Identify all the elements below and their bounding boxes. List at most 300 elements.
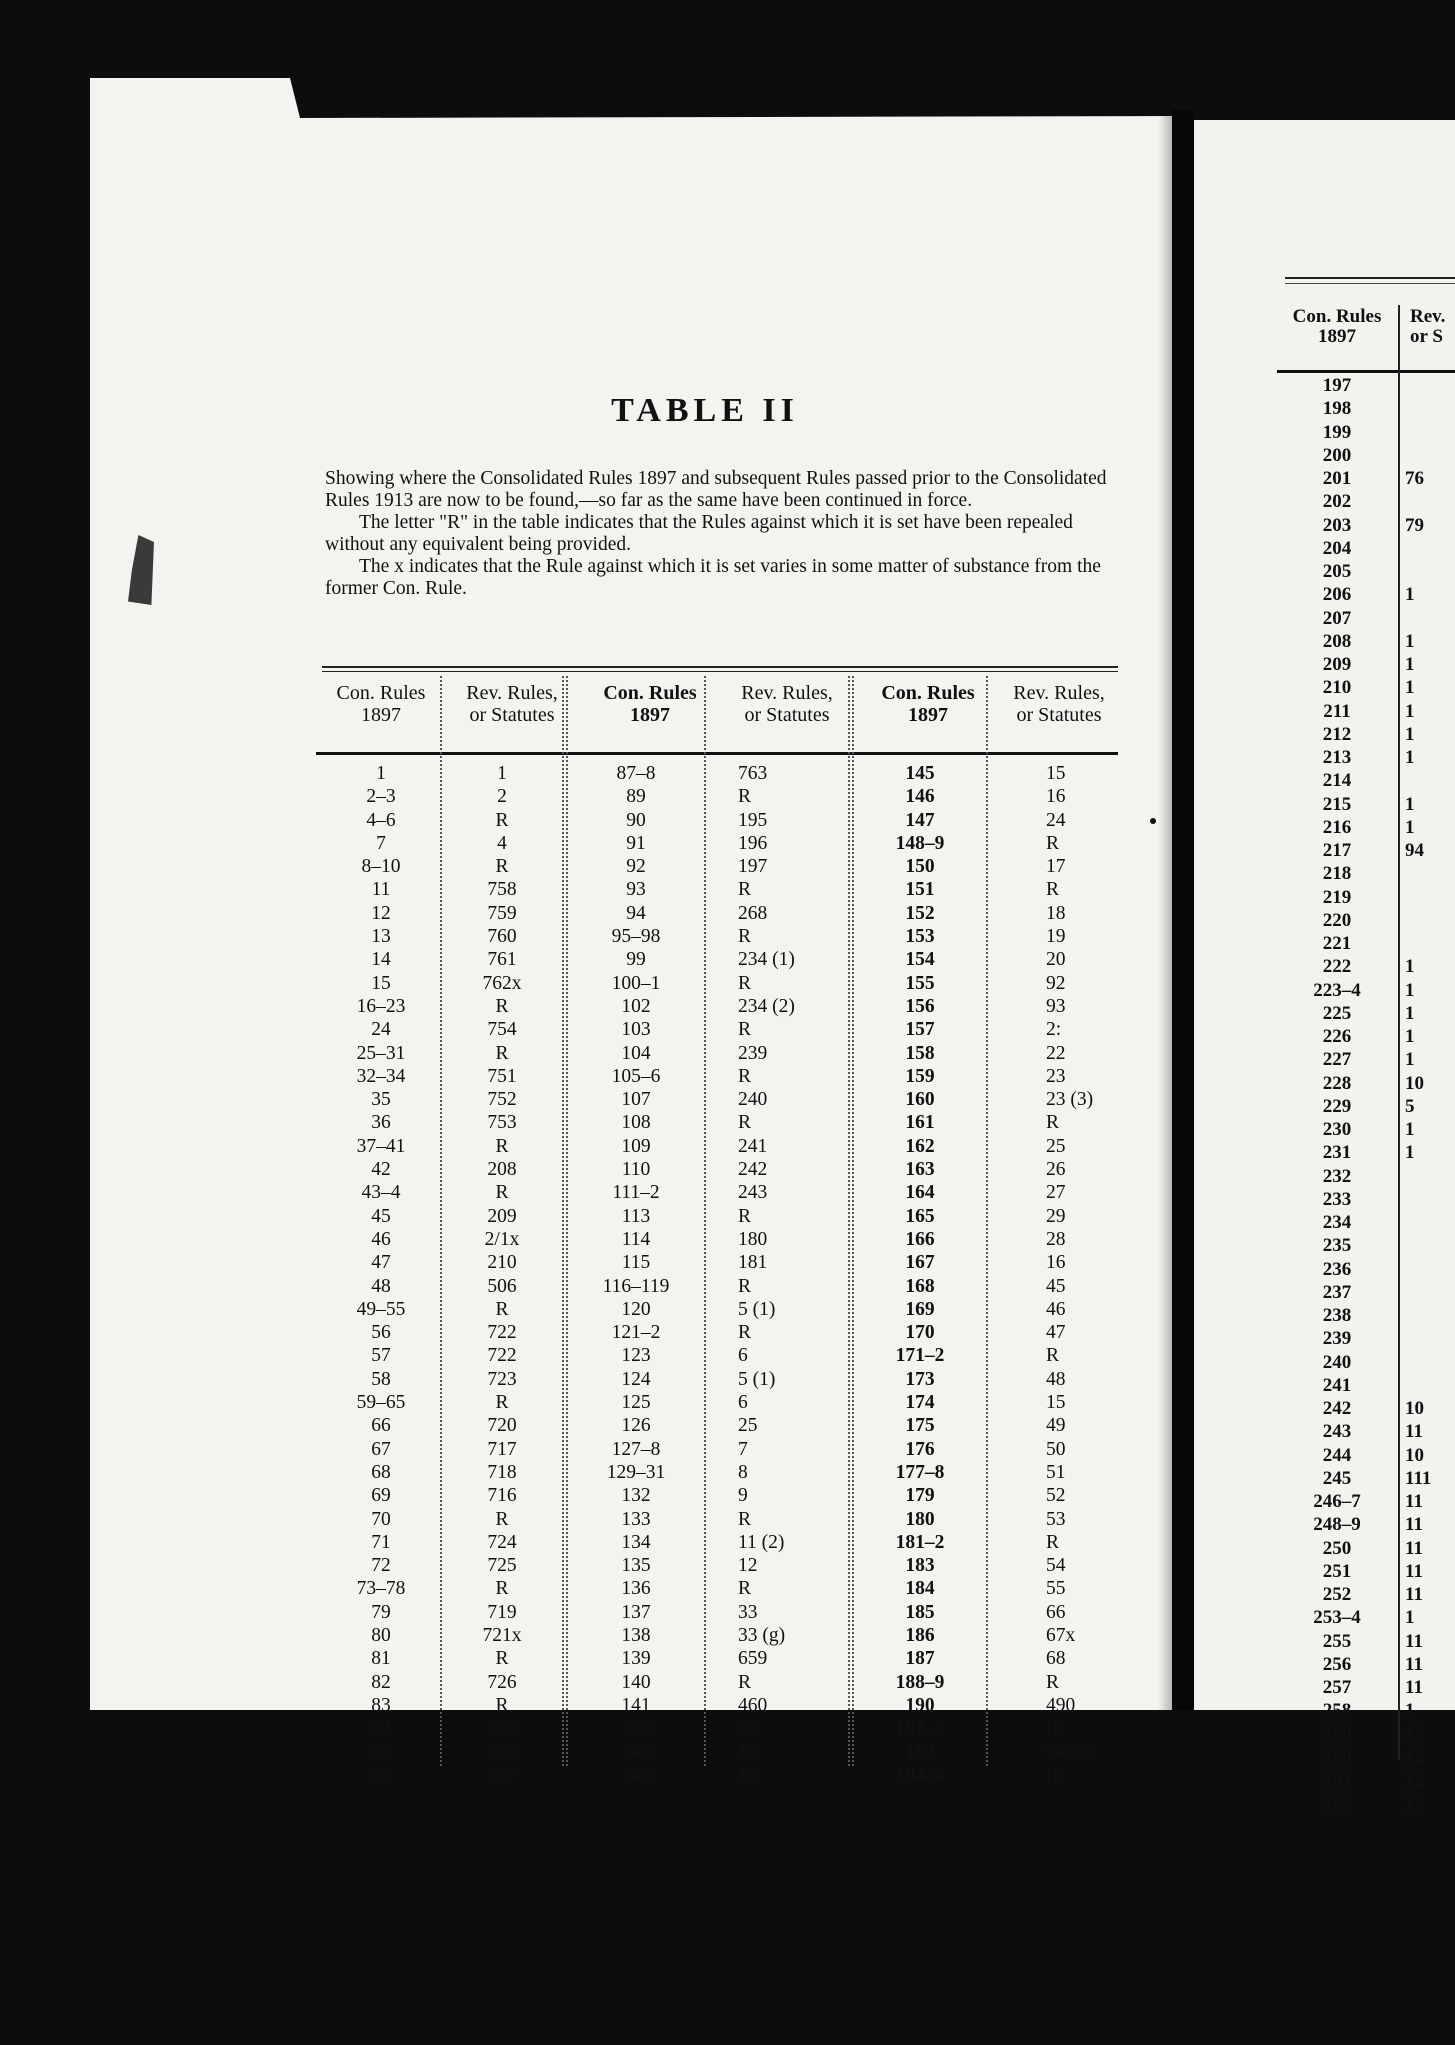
- column-con-rules-1: [322, 762, 440, 1787]
- table-cell-con: 99: [626, 949, 646, 971]
- table-cell-con: 228: [1322, 1072, 1352, 1094]
- table-cell-con: 176: [905, 1438, 935, 1460]
- page-title: TABLE II: [611, 392, 799, 429]
- table-cell-rev: 29: [1046, 1205, 1066, 1227]
- table-cell-rev: 67x: [1046, 1624, 1076, 1646]
- table-cell-con: 201: [1322, 468, 1352, 489]
- header-text: 1897: [908, 704, 948, 726]
- table-cell-con: 233: [1322, 1188, 1352, 1210]
- table-cell-con: 154: [905, 949, 935, 971]
- table-cell-rev: 13: [738, 1741, 758, 1763]
- table-cell-con: 114: [621, 1228, 651, 1250]
- table-cell-rev: 68: [1046, 1648, 1066, 1670]
- table-cell-con: 143: [621, 1741, 651, 1763]
- table-cell-con: 173: [905, 1368, 935, 1390]
- table-cell-rev: 11: [1405, 1677, 1423, 1698]
- table-cell-rev: 242: [738, 1159, 768, 1181]
- right-header-rev-rules: [1410, 307, 1455, 347]
- table-cell-con: 190: [905, 1694, 935, 1716]
- table-cell-con: 235: [1322, 1235, 1352, 1257]
- table-cell-rev: 10: [1405, 1072, 1424, 1094]
- table-cell-rev: 240: [738, 1089, 768, 1111]
- table-cell-con: 116–119: [602, 1275, 670, 1297]
- column-con-rules-3: [854, 762, 986, 1787]
- header-con-rules-1: [322, 682, 440, 726]
- header-text: Con. Rules: [603, 682, 697, 704]
- table-cell-rev: 243: [738, 1182, 768, 1204]
- table-cell-con: 225: [1322, 1002, 1352, 1024]
- table-cell-rev: 25: [1046, 1135, 1066, 1157]
- table-cell-con: 204: [1322, 537, 1352, 559]
- table-cell-con: 13: [371, 926, 391, 948]
- table-cell-con: 58: [371, 1368, 391, 1390]
- column-con-rules-2: [568, 762, 704, 1787]
- table-cell-rev: 11: [1405, 1584, 1423, 1605]
- table-cell-con: 166: [905, 1228, 935, 1250]
- right-header-con-rules: [1280, 307, 1394, 347]
- table-cell-rev: 11: [1405, 1653, 1423, 1675]
- table-cell-rev: 11: [1405, 1491, 1423, 1512]
- table-cell-con: 217: [1322, 840, 1352, 861]
- table-cell-rev: 1: [1405, 1002, 1415, 1024]
- table-cell-con: 246–7: [1313, 1491, 1361, 1512]
- table-cell-rev: R: [738, 1578, 752, 1600]
- table-cell-rev: 1: [1405, 1607, 1415, 1629]
- table-cell-rev: 12: [1405, 1746, 1424, 1768]
- header-con-rules-2: [584, 682, 716, 726]
- table-cell-con: 200: [1322, 444, 1352, 466]
- table-cell-rev: 1: [1405, 630, 1415, 652]
- table-cell-con: 109: [621, 1135, 651, 1157]
- table-cell-con: 238: [1322, 1305, 1352, 1326]
- table-cell-con: 214: [1322, 770, 1352, 792]
- table-cell-rev: 1: [1405, 700, 1415, 722]
- table-cell-rev: R: [1046, 1671, 1060, 1693]
- table-cell-con: 113: [621, 1205, 651, 1227]
- table-cell-rev: [1405, 1304, 1455, 1327]
- table-cell-con: 32–34: [356, 1065, 406, 1087]
- table-cell-rev: 12: [1405, 1723, 1424, 1745]
- table-cell-rev: R: [738, 1275, 752, 1297]
- table-cell-con: 237: [1322, 1281, 1352, 1303]
- intro-paragraph-2: The letter "R" in the table indicates that the Rules against which it is set have been repealed without any equivalent being provided.: [325, 512, 1073, 555]
- table-cell-con: 222: [1322, 956, 1352, 978]
- table-cell-con: 16–23: [356, 995, 406, 1017]
- table-cell-con: 260: [1322, 1746, 1352, 1768]
- table-cell-con: 92: [626, 856, 646, 878]
- table-cell-con: 209: [1322, 654, 1352, 675]
- table-cell-con: 175: [905, 1415, 935, 1437]
- table-cell-con: 59–65: [356, 1392, 406, 1414]
- table-cell-rev: [1405, 1234, 1455, 1257]
- table-cell-rev: 11: [1405, 1630, 1423, 1652]
- table-cell-con: 70: [371, 1508, 391, 1530]
- table-cell-rev: 724: [487, 1531, 517, 1553]
- table-cell-con: 157: [905, 1019, 935, 1041]
- table-cell-rev: [1405, 1165, 1455, 1188]
- table-cell-rev: 6: [738, 1392, 748, 1414]
- table-cell-rev: 721x: [482, 1624, 522, 1646]
- table-cell-rev: R: [738, 972, 752, 994]
- header-text: or Statutes: [1016, 704, 1102, 726]
- column-rev-rules-3: [1046, 762, 1118, 1787]
- table-cell-con: 2–3: [366, 786, 396, 808]
- table-cell-rev: 8: [738, 1461, 748, 1483]
- table-cell-con: 179: [905, 1485, 935, 1507]
- table-cell-con: 57: [371, 1345, 391, 1367]
- table-cell-rev: 1: [1405, 816, 1415, 838]
- table-cell-con: 185: [905, 1601, 935, 1623]
- table-cell-rev: 1: [1405, 1142, 1415, 1164]
- header-rev-rules-2: [718, 682, 856, 726]
- table-cell-con: 248–9: [1313, 1514, 1361, 1536]
- table-cell-con: 210: [1322, 677, 1352, 699]
- table-cell-con: 129–31: [606, 1461, 666, 1483]
- table-cell-con: 104: [621, 1042, 651, 1064]
- table-cell-con: 49–55: [356, 1298, 406, 1320]
- table-cell-con: 82: [371, 1671, 391, 1693]
- table-cell-con: 11: [371, 879, 391, 901]
- table-cell-con: 242: [1322, 1398, 1352, 1419]
- table-cell-rev: 11: [1405, 1514, 1423, 1536]
- table-cell-rev: 27: [1046, 1182, 1066, 1204]
- table-cell-rev: R: [738, 879, 752, 901]
- table-cell-rev: 94: [1405, 840, 1424, 861]
- table-cell-con: 87–8: [616, 763, 656, 784]
- table-cell-rev: 1: [1405, 677, 1415, 699]
- header-text: Con. Rules: [336, 682, 426, 704]
- table-cell-rev: 24: [1046, 809, 1066, 831]
- table-cell-rev: 234 (2): [738, 995, 795, 1017]
- table-cell-con: 239: [1322, 1328, 1352, 1350]
- table-cell-con: 180: [905, 1508, 935, 1530]
- table-cell-con: 133: [621, 1508, 651, 1530]
- table-cell-rev: 1: [1405, 584, 1415, 606]
- table-cell-rev: 1: [1405, 1026, 1415, 1047]
- table-cell-rev: R: [1046, 1718, 1060, 1740]
- table-cell-con: 219: [1322, 886, 1352, 908]
- table-cell-con: 48: [371, 1275, 391, 1297]
- table-cell-rev: R: [495, 1135, 509, 1157]
- table-cell-con: 193: [905, 1741, 935, 1763]
- table-cell-rev: 1: [1405, 956, 1415, 978]
- table-cell-con: 197: [1322, 375, 1352, 396]
- table-cell-con: 14: [371, 949, 391, 971]
- table-cell-rev: 2:: [1046, 1019, 1062, 1041]
- table-cell-con: 68: [371, 1461, 391, 1483]
- table-cell-rev: 11 (2): [738, 1531, 785, 1553]
- table-cell-con: 188–9: [895, 1671, 945, 1693]
- table-cell-rev: 5: [1405, 1095, 1415, 1117]
- table-cell-con: 1: [376, 763, 386, 784]
- table-cell-rev: 722: [487, 1345, 517, 1367]
- table-cell-con: 43–4: [361, 1182, 401, 1204]
- table-cell-con: 230: [1322, 1119, 1352, 1140]
- table-cell-con: 110: [621, 1159, 651, 1181]
- table-cell-rev: 197: [738, 856, 768, 878]
- table-cell-con: 91: [626, 832, 646, 854]
- table-cell-rev: 17: [1046, 856, 1066, 878]
- table-cell-con: 163: [905, 1159, 935, 1181]
- table-cell-con: 236: [1322, 1258, 1352, 1280]
- table-cell-con: 95–98: [611, 926, 661, 948]
- table-cell-con: 85: [371, 1741, 391, 1763]
- column-divider: [562, 676, 564, 1766]
- table-cell-rev: 506: [487, 1275, 517, 1297]
- table-cell-rev: R: [738, 1322, 752, 1344]
- table-cell-con: 93: [626, 879, 646, 901]
- table-cell-rev: 2/1x: [484, 1228, 520, 1250]
- table-cell-rev: [1405, 1188, 1455, 1211]
- table-cell-rev: [1405, 490, 1455, 513]
- header-text: or Statutes: [469, 704, 555, 726]
- table-cell-rev: 45: [1046, 1275, 1066, 1297]
- table-cell-con: 69: [371, 1485, 391, 1507]
- table-cell-con: 191–2: [895, 1718, 945, 1740]
- intro-text: [325, 468, 1115, 600]
- table-cell-con: 153: [905, 926, 935, 948]
- header-text: Rev.: [1410, 306, 1446, 327]
- table-cell-rev: R: [1046, 879, 1060, 901]
- header-text: Rev. Rules,: [741, 682, 833, 704]
- page-gap: [1172, 110, 1194, 1710]
- table-cell-rev: [1405, 397, 1455, 420]
- table-cell-con: 216: [1322, 816, 1352, 838]
- right-header-underline: [1277, 370, 1455, 373]
- table-cell-rev: 234 (1): [738, 949, 795, 971]
- table-cell-rev: 490: [1046, 1694, 1076, 1716]
- table-cell-rev: 12: [1405, 1793, 1424, 1815]
- table-cell-con: 161: [905, 1112, 935, 1134]
- header-text: 1897: [361, 704, 401, 726]
- table-cell-con: 177–8: [895, 1461, 945, 1483]
- table-cell-rev: 718: [487, 1461, 517, 1483]
- table-cell-rev: R: [495, 995, 509, 1017]
- table-cell-con: 226: [1322, 1026, 1352, 1047]
- table-cell-con: 123: [621, 1345, 651, 1367]
- table-cell-con: 94: [626, 902, 646, 924]
- table-cell-con: 127–8: [611, 1438, 661, 1460]
- table-cell-rev: R: [738, 1019, 752, 1041]
- table-cell-con: 148–9: [895, 832, 945, 854]
- column-divider: [848, 676, 850, 1766]
- table-cell-rev: 93: [1046, 995, 1066, 1017]
- table-cell-rev: [1405, 607, 1455, 630]
- header-text: Con. Rules: [881, 682, 975, 704]
- table-cell-rev: 28: [1046, 1228, 1066, 1250]
- table-cell-rev: 753: [487, 1112, 517, 1134]
- table-cell-rev: 180: [738, 1228, 768, 1250]
- right-table-top-rule-thin: [1285, 283, 1455, 284]
- table-cell-rev: 53: [1046, 1508, 1066, 1530]
- table-cell-con: 79: [371, 1601, 391, 1623]
- table-cell-con: 208: [1322, 630, 1352, 652]
- table-cell-rev: R: [738, 1205, 752, 1227]
- table-cell-rev: 10: [1405, 1444, 1424, 1466]
- table-cell-rev: 4: [497, 832, 507, 854]
- table-cell-con: 221: [1322, 933, 1352, 954]
- table-cell-rev: 5 (1): [738, 1298, 776, 1320]
- table-cell-con: 183: [905, 1555, 935, 1577]
- header-text: Rev. Rules,: [466, 682, 558, 704]
- header-rev-rules-1: [442, 682, 582, 726]
- table-cell-rev: R: [1046, 1531, 1060, 1553]
- table-cell-con: 126: [621, 1415, 651, 1437]
- table-cell-rev: 239: [738, 1042, 768, 1064]
- table-cell-con: 151: [905, 879, 935, 901]
- table-cell-con: 229: [1322, 1095, 1352, 1117]
- header-rev-rules-3: [1000, 682, 1118, 726]
- table-cell-rev: 1: [1405, 1119, 1415, 1140]
- table-cell-con: 162: [905, 1135, 935, 1157]
- table-cell-rev: 268: [738, 902, 768, 924]
- table-cell-con: 244: [1322, 1444, 1352, 1466]
- table-cell-con: 215: [1322, 793, 1352, 815]
- table-cell-con: 158: [905, 1042, 935, 1064]
- table-cell-con: 4–6: [366, 809, 396, 831]
- table-cell-con: 107: [621, 1089, 651, 1111]
- header-text: or Statutes: [744, 704, 830, 726]
- header-text: Con. Rules: [1292, 306, 1382, 327]
- table-cell-con: 108: [621, 1112, 651, 1134]
- table-cell-rev: 725: [487, 1555, 517, 1577]
- table-cell-rev: [1405, 1374, 1455, 1397]
- table-cell-rev: 79: [1405, 514, 1424, 536]
- table-cell-rev: 756: [487, 1741, 517, 1763]
- table-cell-con: 24: [371, 1019, 391, 1041]
- intro-paragraph-3: The x indicates that the Rule against which it is set varies in some matter of substance from the former Con. Rule.: [325, 556, 1101, 599]
- header-text: 1897: [1318, 326, 1356, 347]
- table-cell-rev: [1405, 1211, 1455, 1234]
- table-cell-con: 156: [905, 995, 935, 1017]
- table-cell-con: 135: [621, 1555, 651, 1577]
- table-cell-con: 187: [905, 1648, 935, 1670]
- table-cell-con: 253–4: [1313, 1607, 1361, 1629]
- header-text: or S: [1410, 326, 1443, 347]
- table-cell-rev: R: [1046, 832, 1060, 854]
- table-cell-con: 205: [1322, 561, 1352, 582]
- table-cell-rev: 726: [487, 1671, 517, 1693]
- table-cell-rev: 722: [487, 1322, 517, 1344]
- table-cell-con: 202: [1322, 491, 1352, 513]
- table-cell-con: 155: [905, 972, 935, 994]
- table-cell-con: 234: [1322, 1212, 1352, 1233]
- table-cell-con: 25–31: [356, 1042, 406, 1064]
- table-cell-rev: R: [738, 926, 752, 948]
- table-cell-rev: 48: [1046, 1368, 1066, 1390]
- table-cell-con: 138: [621, 1624, 651, 1646]
- table-cell-con: 15: [371, 972, 391, 994]
- table-cell-con: 12: [371, 902, 391, 924]
- table-cell-rev: 11: [1405, 1421, 1423, 1443]
- table-cell-rev: 47: [1046, 1322, 1066, 1344]
- table-cell-rev: R: [1046, 1764, 1060, 1786]
- table-cell-rev: 1: [1405, 654, 1415, 675]
- table-cell-rev: R: [495, 1648, 509, 1670]
- table-cell-con: 47: [371, 1252, 391, 1274]
- table-cell-rev: [1405, 444, 1455, 467]
- table-cell-rev: R: [1046, 1112, 1060, 1134]
- table-cell-rev: 20: [1046, 949, 1066, 971]
- table-cell-con: 231: [1322, 1142, 1352, 1164]
- table-cell-con: 67: [371, 1438, 391, 1460]
- table-cell-con: 206: [1322, 584, 1352, 606]
- table-cell-con: 147: [905, 809, 935, 831]
- table-cell-con: 262: [1322, 1793, 1352, 1815]
- table-cell-con: 184: [905, 1578, 935, 1600]
- table-cell-con: 141: [621, 1694, 651, 1716]
- table-cell-rev: 7: [738, 1438, 748, 1460]
- table-cell-rev: [1405, 1351, 1455, 1374]
- header-text: Rev. Rules,: [1013, 682, 1105, 704]
- table-cell-rev: 52: [1046, 1485, 1066, 1507]
- table-cell-rev: 1: [1405, 723, 1415, 745]
- table-cell-con: 7: [376, 832, 386, 854]
- table-cell-rev: 762x: [482, 972, 522, 994]
- table-cell-rev: 5 (1): [738, 1368, 776, 1390]
- table-cell-con: 255: [1322, 1630, 1352, 1652]
- table-cell-con: 160: [905, 1089, 935, 1111]
- table-cell-con: 72: [371, 1555, 391, 1577]
- table-cell-rev: 51: [1046, 1461, 1066, 1483]
- table-cell-rev: 111: [1405, 1467, 1432, 1489]
- table-cell-con: 89: [626, 786, 646, 808]
- column-rev-rules-1: [442, 762, 562, 1787]
- table-cell-rev: R: [495, 1392, 509, 1414]
- table-cell-rev: 16: [1046, 786, 1066, 808]
- table-cell-rev: 19: [1046, 926, 1066, 948]
- table-cell-con: 213: [1322, 747, 1352, 768]
- table-cell-rev: 50: [1046, 1438, 1066, 1460]
- table-cell-rev: 16: [1046, 1252, 1066, 1274]
- table-cell-rev: 755: [487, 1718, 517, 1740]
- table-cell-con: 198: [1322, 398, 1352, 420]
- table-cell-rev: 10: [1405, 1398, 1424, 1419]
- table-cell-con: 90: [626, 809, 646, 831]
- table-cell-rev: 26: [1046, 1159, 1066, 1181]
- table-cell-con: 152: [905, 902, 935, 924]
- table-cell-rev: 751: [487, 1065, 517, 1087]
- intro-paragraph-1: Showing where the Consolidated Rules 1897 and subsequent Rules passed prior to the Consolidated Rules 1913 are now to be found,—so far as the same have been continued in force.: [325, 468, 1107, 511]
- table-cell-con: 245: [1322, 1467, 1352, 1489]
- column-rev-rules-2: [738, 762, 848, 1787]
- table-cell-rev: 208: [487, 1159, 517, 1181]
- table-cell-con: 146: [905, 786, 935, 808]
- ink-dot: [1150, 818, 1156, 824]
- table-cell-rev: 719: [487, 1601, 517, 1623]
- table-cell-rev: 720: [487, 1415, 517, 1437]
- table-cell-rev: [1405, 374, 1455, 397]
- table-cell-con: 164: [905, 1182, 935, 1204]
- table-cell-con: 144: [621, 1764, 651, 1786]
- table-cell-rev: 460: [738, 1694, 768, 1716]
- table-cell-con: 223–4: [1313, 979, 1361, 1001]
- page-gutter-shadow: [1158, 116, 1172, 1710]
- table-cell-con: 134: [621, 1531, 651, 1553]
- right-column-divider: [1398, 305, 1400, 1760]
- table-cell-rev: 11: [1405, 1560, 1423, 1582]
- table-cell-con: 207: [1322, 607, 1352, 629]
- table-cell-con: 45: [371, 1205, 391, 1227]
- table-cell-rev: 195: [738, 809, 768, 831]
- table-cell-rev: 15: [1046, 763, 1066, 784]
- table-cell-rev: 1: [1405, 1049, 1415, 1071]
- table-cell-rev: 23: [1046, 1065, 1066, 1087]
- table-cell-con: 125: [621, 1392, 651, 1414]
- table-cell-con: 250: [1322, 1537, 1352, 1559]
- table-cell-rev: 33 (g): [738, 1624, 786, 1646]
- table-cell-rev: [1405, 909, 1455, 932]
